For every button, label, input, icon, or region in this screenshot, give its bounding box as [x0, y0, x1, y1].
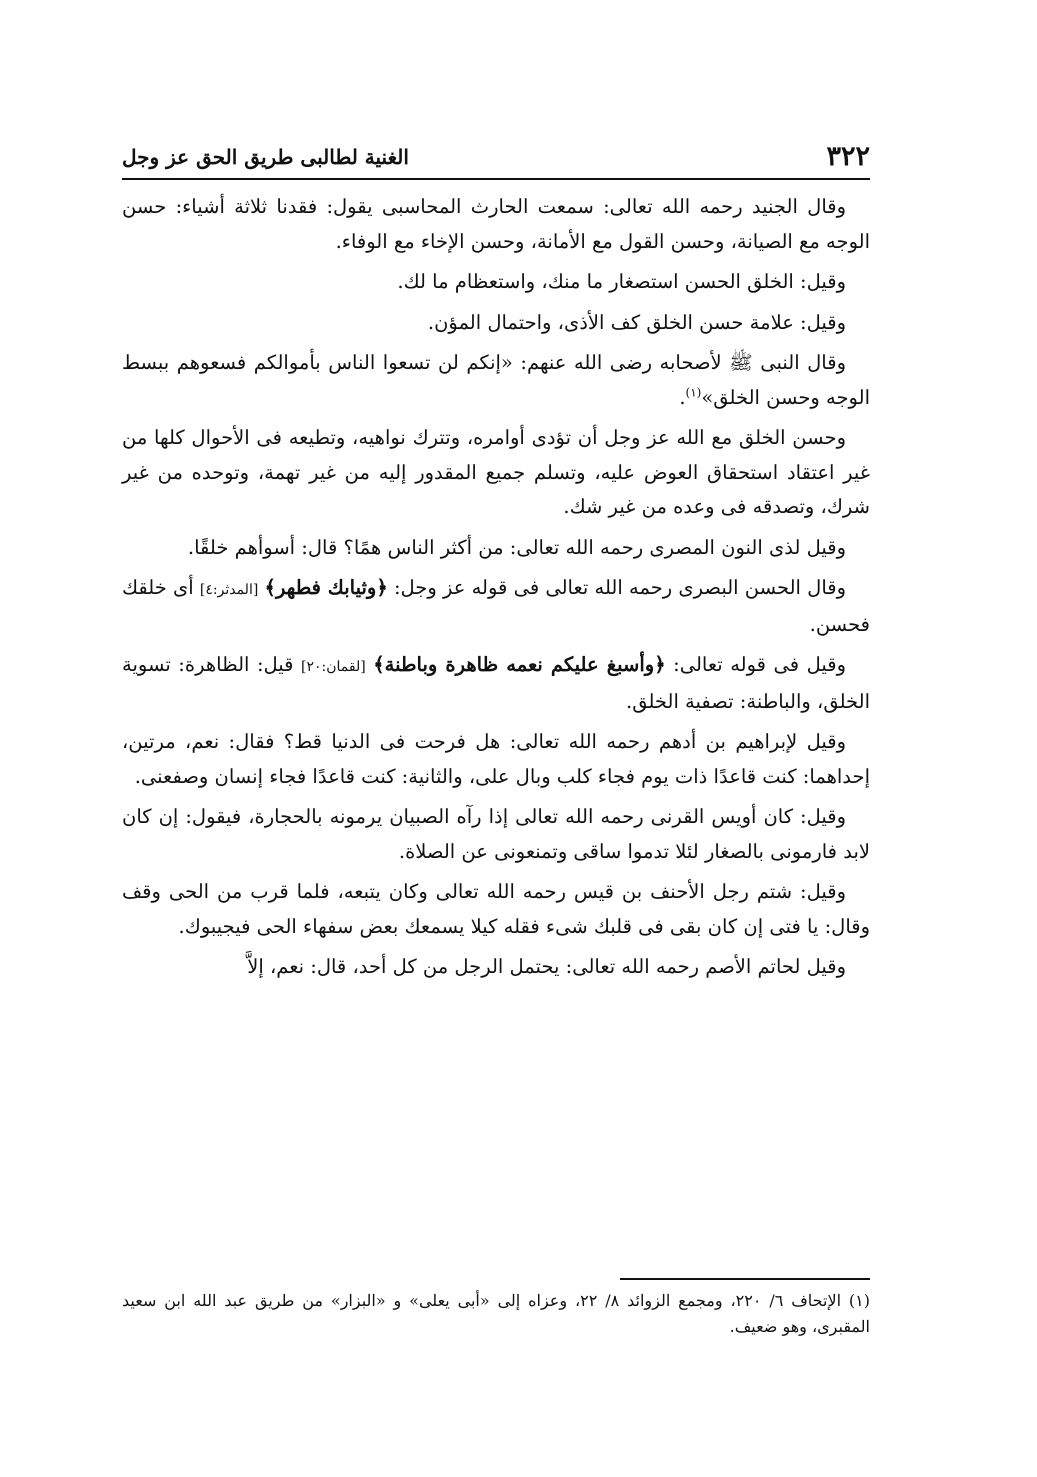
- header-divider: [122, 178, 870, 180]
- page-number: ٣٢٢: [826, 141, 870, 172]
- quran-reference: [المدثر:٤]: [199, 582, 259, 598]
- blessings-text-end: قيل: الظاهرة: تسوية الخلق، والباطنة: تصفية الخلق.: [122, 653, 870, 713]
- paragraph-good-character: وقيل: الخلق الحسن استصغار ما منك، واستعظام ما لك.: [397, 270, 846, 293]
- paragraph-hatim: وقيل لحاتم الأصم رحمه الله تعالى: يحتمل الرجل من كل أحد، قال: نعم، إلاَّ: [247, 955, 846, 978]
- hadith-end: .: [679, 385, 686, 409]
- paragraph-blessings: [122, 648, 870, 719]
- page-header: [122, 140, 870, 176]
- paragraph-character-with-god: وحسن الخلق مع الله عز وجل أن تؤدى أوامره، وتترك نواهيه، وتطيعه فى الأحوال كلها من غير اعتقاد استحقاق العوض عليه، وتسلم جميع المقدور إليه من غير تهمة، وتوحده من غير شرك، وتصدقه فى وعده من غير شك.: [122, 426, 870, 518]
- paragraph-hasan-basri: [122, 571, 870, 642]
- hadith-text: وقال النبى ﷺ لأصحابه رضى الله عنهم: «إنكم لن تسعوا الناس بأموالكم فسعوهم ببسط الوجه وحسن الخلق»: [122, 351, 870, 409]
- blessings-text: وقيل فى قوله تعالى:: [665, 653, 847, 676]
- footnotes: [122, 1288, 870, 1340]
- quran-quote: ﴿وثيابك فطهر﴾: [264, 576, 388, 599]
- paragraph-ahnaf: وقيل: شتم رجل الأحنف بن قيس رحمه الله تعالى وكان يتبعه، فلما قرب من الحى وقف وقال: يا فتى إن كان بقى فى قلبك شىء فقله كيلا يسمعك بعض سفهاء الحى فيجيبوك.: [122, 880, 870, 938]
- footnote-divider: [620, 1278, 870, 1280]
- main-text: [122, 190, 870, 991]
- footnote-1: (١) الإتحاف ٦/ ٢٢٠، ومجمع الزوائد ٨/ ٢٢، وعزاه إلى «أبى يعلى» و «البزار» من طريق عبد الله ابن سعيد المقبرى، وهو ضعيف.: [122, 1291, 871, 1336]
- running-title: الغنية لطالبى طريق الحق عز وجل: [122, 145, 409, 169]
- hasan-text-end: أى خلقك فحسن.: [122, 576, 870, 636]
- paragraph-sign-of-character: وقيل: علامة حسن الخلق كف الأذى، واحتمال المؤن.: [427, 310, 846, 334]
- footnote-marker: (١): [685, 385, 702, 399]
- paragraph-junaid: وقال الجنيد رحمه الله تعالى: سمعت الحارث المحاسبى يقول: فقدنا ثلاثة أشياء: حسن الوجه مع الصيانة، وحسن القول مع الأمانة، وحسن الإخاء مع الوفاء.: [122, 195, 870, 253]
- hasan-text: وقال الحسن البصرى رحمه الله تعالى فى قوله عز وجل:: [387, 576, 847, 599]
- quran-quote: ﴿وأسبغ عليكم نعمه ظاهرة وباطنة﴾: [373, 653, 666, 676]
- paragraph-ibrahim-adham: وقيل لإبراهيم بن أدهم رحمه الله تعالى: هل فرحت فى الدنيا قط؟ فقال: نعم، مرتين، إحداهما: كنت قاعدًا ذات يوم فجاء كلب وبال على، والثانية: كنت قاعدًا فجاء إنسان وصفعنى.: [122, 730, 870, 788]
- paragraph-dhun-nun: وقيل لذى النون المصرى رحمه الله تعالى: من أكثر الناس همًا؟ قال: أسوأهم خلقًا.: [187, 535, 846, 559]
- paragraph-uways: وقيل: كان أويس القرنى رحمه الله تعالى إذا رآه الصبيان يرمونه بالحجارة، فيقول: إن كان لابد فارمونى بالصغار لئلا تدموا ساقى وتمنعونى عن الصلاة.: [122, 805, 870, 863]
- paragraph-hadith: [122, 346, 870, 415]
- quran-reference: [لقمان:٢٠]: [301, 659, 366, 675]
